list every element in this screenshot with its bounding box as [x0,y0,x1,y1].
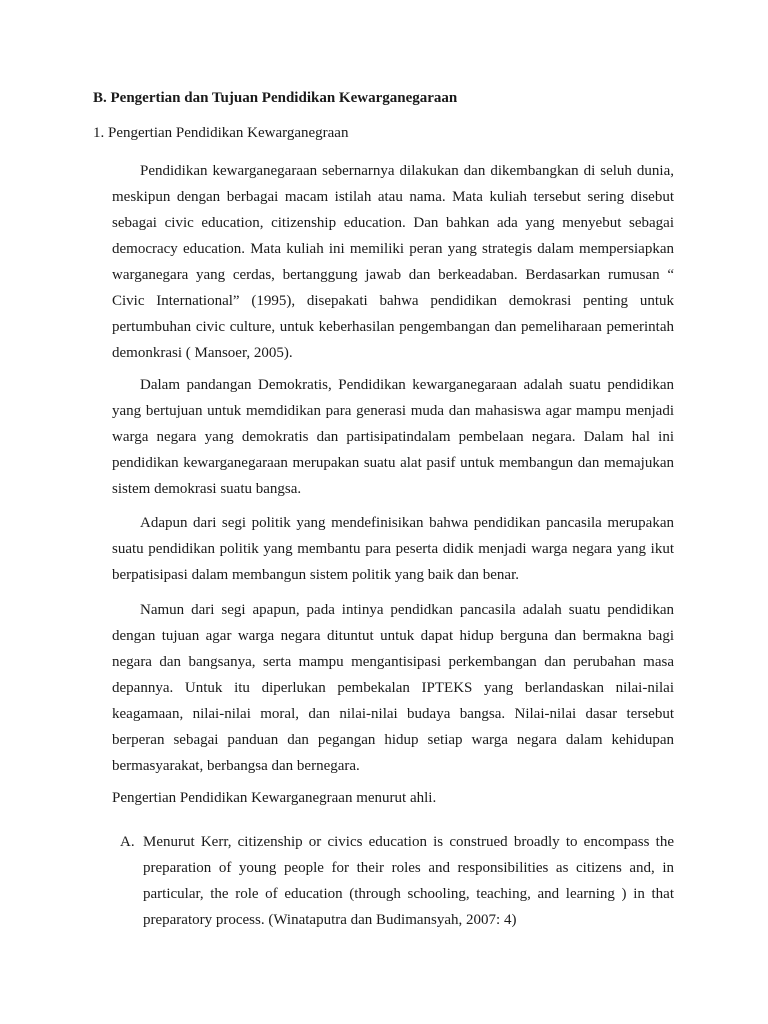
subsection-heading: 1. Pengertian Pendidikan Kewarganegraan [93,125,349,141]
list-item-text: Menurut Kerr, citizenship or civics education is construed broadly to encompass the preparation of young people for their roles and responsibilities as citizens and, in particular, the role of education (through schooling, teaching, and learning ) in that preparatory process. (Winataputra dan Budimansyah, 2007: 4) [143,834,674,928]
section-heading: B. Pengertian dan Tujuan Pendidikan Kewarganegaraan [93,90,458,106]
paragraph: Adapun dari segi politik yang mendefinisikan bahwa pendidikan pancasila merupakan suatu pendidikan politik yang membantu para peserta didik menjadi warga negara yang ikut berpatisipasi dalam membangun sistem politik yang baik dan benar. [112,515,674,583]
paragraph: Namun dari segi apapun, pada intinya pendidkan pancasila adalah suatu pendidikan dengan tujuan agar warga negara dituntut untuk dapat hidup berguna dan bermakna bagi negara dan bangsanya, serta mampu mengantisipasi perkembangan dan perubahan masa depannya. Untuk itu diperlukan pembekalan IPTEKS yang berlandaskan nilai-nilai keagamaan, nilai-nilai moral, dan nilai-nilai budaya bangsa. Nilai-nilai dasar tersebut berperan sebagai panduan dan pegangan hidup setiap warga negara dalam kehidupan bermasyarakat, berbangsa dan bernegara. [112,602,674,774]
expert-intro: Pengertian Pendidikan Kewarganegraan menurut ahli. [112,790,437,806]
paragraph: Dalam pandangan Demokratis, Pendidikan kewarganegaraan adalah suatu pendidikan yang bertujuan untuk memdidikan para generasi muda dan mahasiswa agar mampu menjadi warga negara yang demokratis dan partisipatindalam pembelaan negara. Dalam hal ini pendidikan kewarganegaraan merupakan suatu alat pasif untuk membangun dan memajukan sistem demokrasi suatu bangsa. [112,377,674,497]
paragraph: Pendidikan kewarganegaraan sebernarnya dilakukan dan dikembangkan di seluh dunia, meskipun dengan berbagai macam istilah atau nama. Mata kuliah tersebut sering disebut sebagai civic education, citizenship education. Dan bahkan ada yang menyebut sebagai democracy education. Mata kuliah ini memiliki peran yang strategis dalam mempersiapkan warganegara yang cerdas, bertanggung jawab dan berkeadaban. Berdasarkan rumusan “ Civic International” (1995), disepakati bahwa pendidikan demokrasi penting untuk pertumbuhan civic culture, untuk keberhasilan pengembangan dan pemeliharaan pemerintah demonkrasi ( Mansoer, 2005). [112,163,674,361]
list-marker: A. [120,834,135,850]
